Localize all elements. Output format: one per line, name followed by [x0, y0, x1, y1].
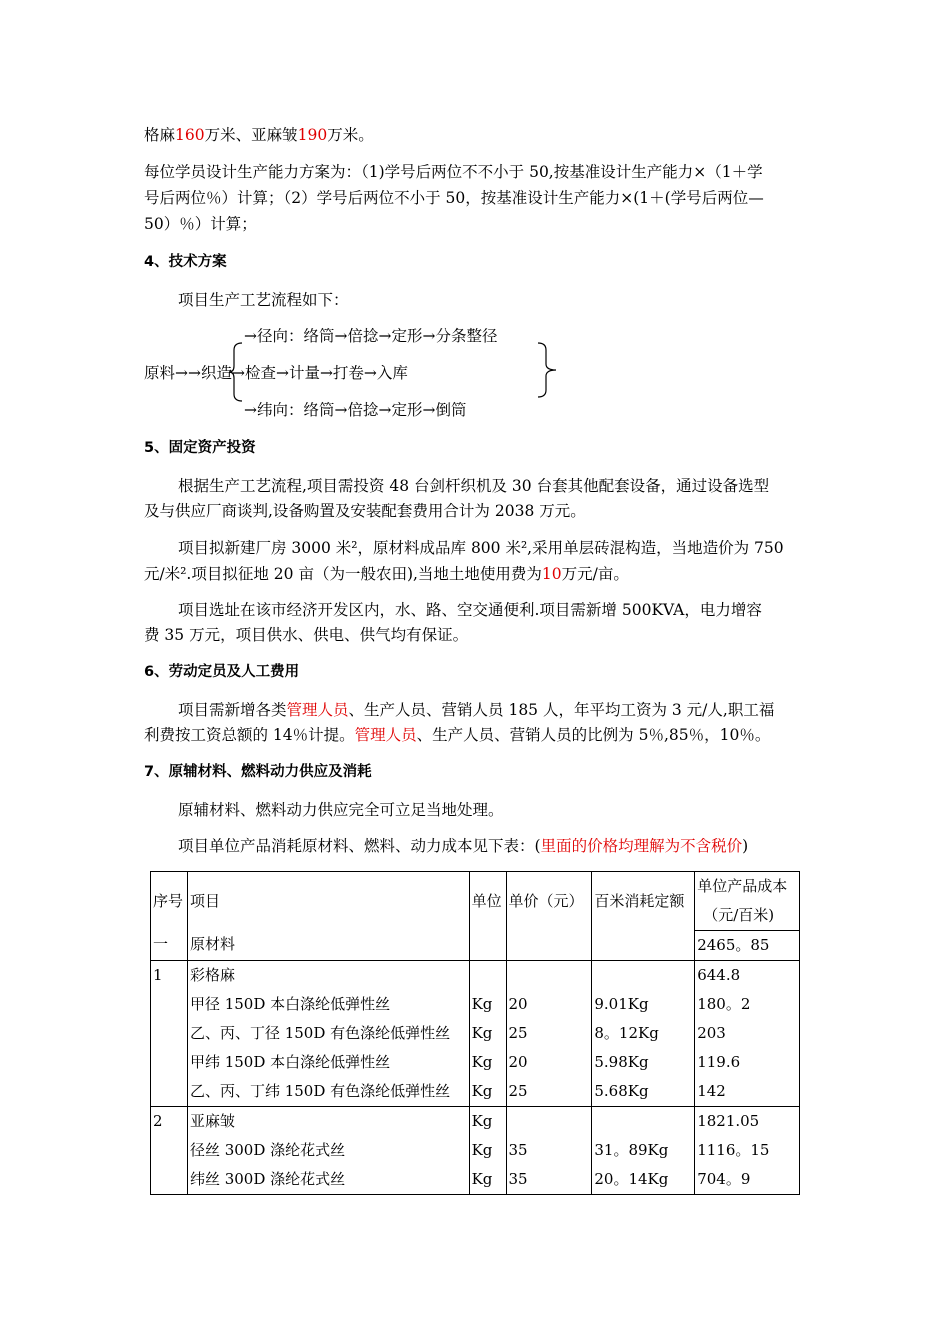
- cell-cost: 1821.05: [695, 1106, 800, 1136]
- investment-line-2: 及与供应厂商谈判,设备购置及安装配套费用合计为 2038 万元。: [144, 502, 586, 520]
- text: ): [742, 837, 749, 855]
- table-row: [151, 1165, 800, 1195]
- cell-price: 35: [506, 1165, 592, 1195]
- highlight-value: 160: [175, 126, 205, 144]
- capacity-line-1: 每位学员设计生产能力方案为：（1)学号后两位不不小于 50,按基准设计生产能力×（1＋学: [144, 163, 763, 181]
- cell-quota: 5.68Kg: [592, 1077, 695, 1107]
- text: 项目单位产品消耗原材料、燃料、动力成本见下表：(: [178, 837, 541, 855]
- header-price: 单价（元）: [506, 872, 592, 931]
- site-line-1: 项目选址在该市经济开发区内，水、路、空交通便利.项目需新增 500KVA，电力增容: [178, 601, 762, 619]
- cell-item: 乙、丙、丁纬 150D 有色涤纶低弹性丝: [187, 1077, 469, 1107]
- cell-quota: 5.98Kg: [592, 1048, 695, 1077]
- header-no: 序号: [151, 872, 188, 931]
- cell-quota: 9.01Kg: [592, 990, 695, 1019]
- cell-item: 彩格麻: [187, 960, 469, 990]
- text: 项目需新增各类: [178, 701, 287, 719]
- table-header-row: [151, 872, 800, 931]
- header-unit: 单位: [469, 872, 506, 931]
- cell-item: 原材料: [187, 930, 469, 960]
- cell-cost: 119.6: [695, 1048, 800, 1077]
- cell-item: 乙、丙、丁径 150D 有色涤纶低弹性丝: [187, 1019, 469, 1048]
- highlight-text: 里面的价格均理解为不含税价: [540, 837, 743, 855]
- cell-cost: 704。9: [695, 1165, 800, 1195]
- text: 万元/亩。: [561, 565, 629, 583]
- cell-quota: [592, 1106, 695, 1136]
- cell-unit: Kg: [469, 1019, 506, 1048]
- cell-price: 25: [506, 1019, 592, 1048]
- cell-no: 一: [151, 930, 188, 960]
- section-heading-4: 4、技术方案: [144, 254, 227, 270]
- cell-item: 甲纬 150D 本白涤纶低弹性丝: [187, 1048, 469, 1077]
- cost-table: [150, 871, 800, 1195]
- flow-main-line: 原料→→织造→检查→计量→打卷→入库: [144, 364, 408, 382]
- cell-no: 1: [151, 960, 188, 1106]
- cell-quota: 8。12Kg: [592, 1019, 695, 1048]
- cell-item: 纬丝 300D 涤纶花式丝: [187, 1165, 469, 1195]
- text: 、生产人员、营销人员 185 人，年平均工资为 3 元/人,职工福: [348, 701, 775, 719]
- cell-cost: 180。2: [695, 990, 800, 1019]
- output-line: [144, 125, 374, 145]
- cell-cost: 203: [695, 1019, 800, 1048]
- cell-cost: 142: [695, 1077, 800, 1107]
- cell-price: [506, 960, 592, 990]
- site-line-2: 费 35 万元，项目供水、供电、供气均有保证。: [144, 626, 469, 644]
- cell-item: 甲径 150D 本白涤纶低弹性丝: [187, 990, 469, 1019]
- capacity-line-2: 号后两位％）计算；（2）学号后两位不小于 50，按基准设计生产能力×(1＋(学号后两位—: [144, 189, 764, 207]
- table-row: [151, 930, 800, 960]
- cell-price: [506, 930, 592, 960]
- staff-line-1: [178, 700, 774, 720]
- highlight-value: 10: [541, 565, 562, 583]
- header-cost: [695, 872, 800, 931]
- header-cost-line-1: 单位产品成本: [697, 877, 788, 895]
- cell-quota: 31。89Kg: [592, 1136, 695, 1165]
- table-row: [151, 1106, 800, 1136]
- cell-no: 2: [151, 1106, 188, 1194]
- cell-unit: [469, 960, 506, 990]
- cell-unit: Kg: [469, 1048, 506, 1077]
- header-item: 项目: [187, 872, 469, 931]
- investment-line-1: 根据生产工艺流程,项目需投资 48 台剑杆织机及 30 台套其他配套设备，通过设备选型: [178, 477, 770, 495]
- cell-price: 25: [506, 1077, 592, 1107]
- section-heading-6: 6、劳动定员及人工费用: [144, 664, 300, 680]
- text: 万米、亚麻皱: [204, 126, 298, 144]
- cell-unit: Kg: [469, 1165, 506, 1195]
- text: 利费按工资总额的 14％计提。: [144, 726, 355, 744]
- section-heading-7: 7、原辅材料、燃料动力供应及消耗: [144, 764, 372, 780]
- cell-price: 20: [506, 990, 592, 1019]
- cell-unit: [469, 930, 506, 960]
- table-row: [151, 1136, 800, 1165]
- cell-price: [506, 1106, 592, 1136]
- cell-unit: Kg: [469, 1136, 506, 1165]
- left-brace-icon: [228, 342, 244, 402]
- cell-unit: Kg: [469, 1106, 506, 1136]
- text: 万米。: [327, 126, 374, 144]
- header-quota: 百米消耗定额: [592, 872, 695, 931]
- cell-quota: [592, 930, 695, 960]
- table-intro: [178, 836, 748, 856]
- cell-cost: 2465。85: [695, 930, 800, 960]
- table-row: [151, 1077, 800, 1107]
- header-cost-line-2: （元/百米): [703, 906, 775, 924]
- building-line-2: [144, 564, 629, 584]
- cell-quota: [592, 960, 695, 990]
- cell-quota: 20。14Kg: [592, 1165, 695, 1195]
- highlight-text: 管理人员: [286, 701, 349, 719]
- capacity-line-3: 50）％）计算；: [144, 215, 257, 233]
- section-heading-5: 5、固定资产投资: [144, 440, 256, 456]
- table-row: [151, 990, 800, 1019]
- highlight-text: 管理人员: [354, 726, 417, 744]
- staff-line-2: [144, 725, 770, 745]
- table-row: [151, 1019, 800, 1048]
- building-line-1: 项目拟新建厂房 3000 米²，原材料成品库 800 米²,采用单层砖混构造，当地造价为 750: [178, 539, 784, 557]
- table-row: [151, 1048, 800, 1077]
- cell-unit: Kg: [469, 990, 506, 1019]
- highlight-value: 190: [297, 126, 328, 144]
- cell-item: 径丝 300D 涤纶花式丝: [187, 1136, 469, 1165]
- cell-cost: 1116。15: [695, 1136, 800, 1165]
- text: 元/米².项目拟征地 20 亩（为一般农田),当地土地使用费为: [144, 565, 542, 583]
- cell-item: 亚麻皱: [187, 1106, 469, 1136]
- table-row: [151, 960, 800, 990]
- flow-warp-line: →径向：络筒→倍捻→定形→分条整径: [244, 327, 498, 345]
- cell-price: 20: [506, 1048, 592, 1077]
- right-brace-icon: [536, 342, 558, 398]
- supply-line: 原辅材料、燃料动力供应完全可立足当地处理。: [178, 801, 504, 819]
- cell-cost: 644.8: [695, 960, 800, 990]
- flow-intro: 项目生产工艺流程如下：: [178, 291, 349, 309]
- text: 、生产人员、营销人员的比例为 5％,85％，10％。: [416, 726, 771, 744]
- cell-price: 35: [506, 1136, 592, 1165]
- text: 格麻: [144, 126, 176, 144]
- cell-unit: Kg: [469, 1077, 506, 1107]
- flow-weft-line: →纬向：络筒→倍捻→定形→倒筒: [244, 401, 467, 419]
